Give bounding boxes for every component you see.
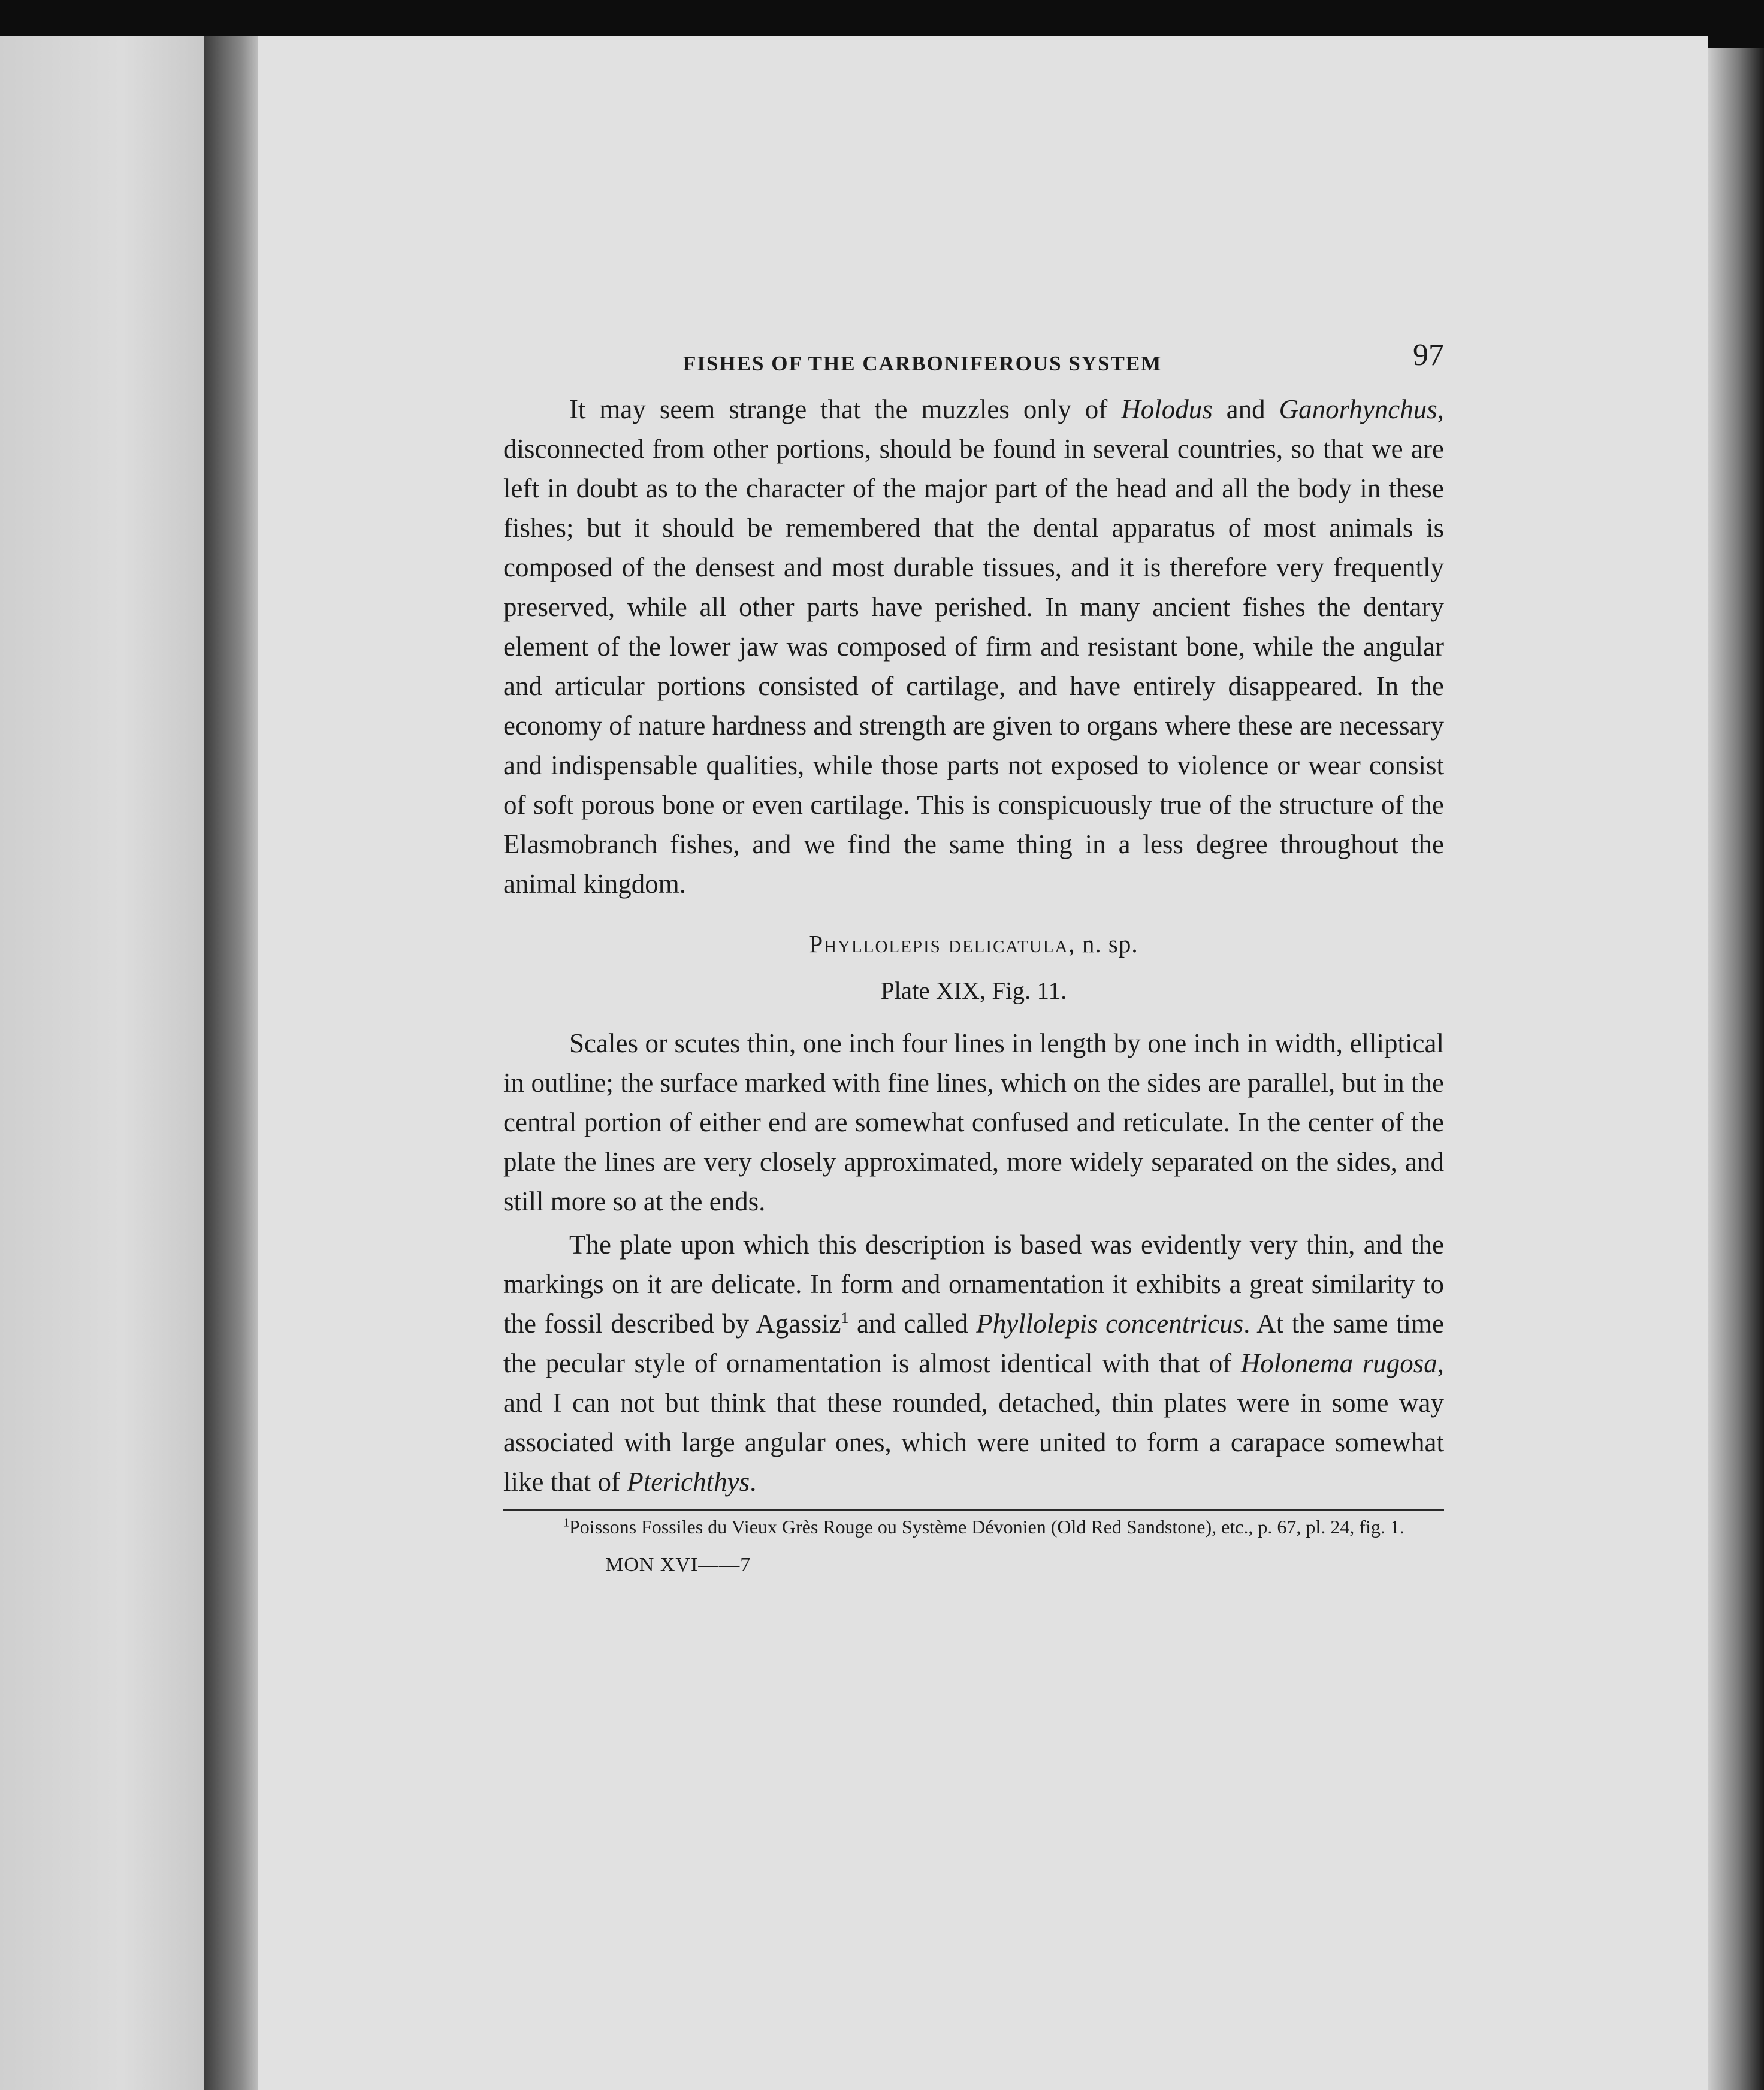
footnote-text: Poissons Fossiles du Vieux Grès Rouge ou Système Dévonien (Old Red Sandstone), etc., p. 67, pl. 24, fig. 1.: [569, 1516, 1404, 1538]
genus-ganorhynchus: Ganorhynchus: [1279, 394, 1437, 424]
species-holonema-rugosa: Holonema rugosa: [1240, 1348, 1437, 1378]
running-head: [503, 336, 1444, 389]
species-name: Phyllolepis delicatula: [809, 930, 1069, 958]
paragraph-text: , disconnected from other portions, should be found in several countries, so that we are left in doubt as to the character of the major part of the head and all the body in these fishes; but it should be remembered that the dental apparatus of most animals is composed of the densest and most durable tissues, and it is therefore very frequently preserved, while all other parts have perished. In many ancient fishes the dentary element of the lower jaw was composed of firm and resistant bone, while the angular and articular portions consisted of cartilage, and have entirely disappeared. In the economy of nature hardness and strength are given to organs where these are necessary and indispensable qualities, while those parts not exposed to violence or wear consist of soft porous bone or even cartilage. This is conspicuously true of the structure of the Elasmobranch fishes, and we find the same thing in a less degree throughout the animal kingdom.: [503, 394, 1444, 899]
footnote-reference: 1: [841, 1309, 849, 1327]
page-edge-shadow: [1708, 48, 1764, 2090]
paragraph-comparison: [503, 1225, 1444, 1502]
species-heading: [503, 924, 1444, 964]
paragraph-muzzles: [503, 389, 1444, 904]
footnote: [503, 1514, 1444, 1539]
printer-signature: MON XVI——7: [605, 1554, 751, 1576]
species-suffix: , n. sp.: [1068, 930, 1138, 958]
genus-holodus: Holodus: [1121, 394, 1213, 424]
book-spine-shadow: [204, 36, 258, 2090]
page-number: 97: [1413, 338, 1444, 372]
page-text: [503, 336, 1444, 1585]
paragraph-text: The plate upon which this description is based was evidently very thin, and the markings on it are delicate. In form and ornamentation it exhibits a great similarity to the fossil described by Agassiz: [503, 1230, 1444, 1339]
paragraph-description: Scales or scutes thin, one inch four lines in length by one inch in width, elliptical in outline; the surface marked with fine lines, which on the sides are parallel, but in the central portion of either end are somewhat confused and reticulate. In the center of the plate the lines are very closely approximated, more widely separated on the sides, and still more so at the ends.: [503, 1028, 1444, 1216]
paragraph-text: It may seem strange that the muzzles only of: [569, 394, 1122, 424]
running-title: FISHES OF THE CARBONIFEROUS SYSTEM: [683, 352, 1162, 375]
paragraph-text: .: [750, 1467, 757, 1497]
facing-page-edge: [0, 36, 204, 2090]
paragraph-text: . At the same time the pecular style of ornamentation is almost identical with that of: [503, 1309, 1444, 1378]
species-phyllolepis-concentricus: Phyllolepis concentricus: [976, 1309, 1244, 1339]
footnote-marker: 1: [563, 1516, 569, 1530]
paragraph-text: and: [1212, 394, 1279, 424]
paragraph-text: and called: [848, 1309, 977, 1339]
paragraph-text: , and I can not but think that these rounded, detached, thin plates were in some way associated with large angular ones, which were united to form a carapace somewhat like that of: [503, 1348, 1444, 1497]
genus-pterichthys: Pterichthys: [627, 1467, 750, 1497]
plate-reference: Plate XIX, Fig. 11.: [880, 977, 1067, 1004]
footnote-divider: [503, 1509, 1444, 1511]
